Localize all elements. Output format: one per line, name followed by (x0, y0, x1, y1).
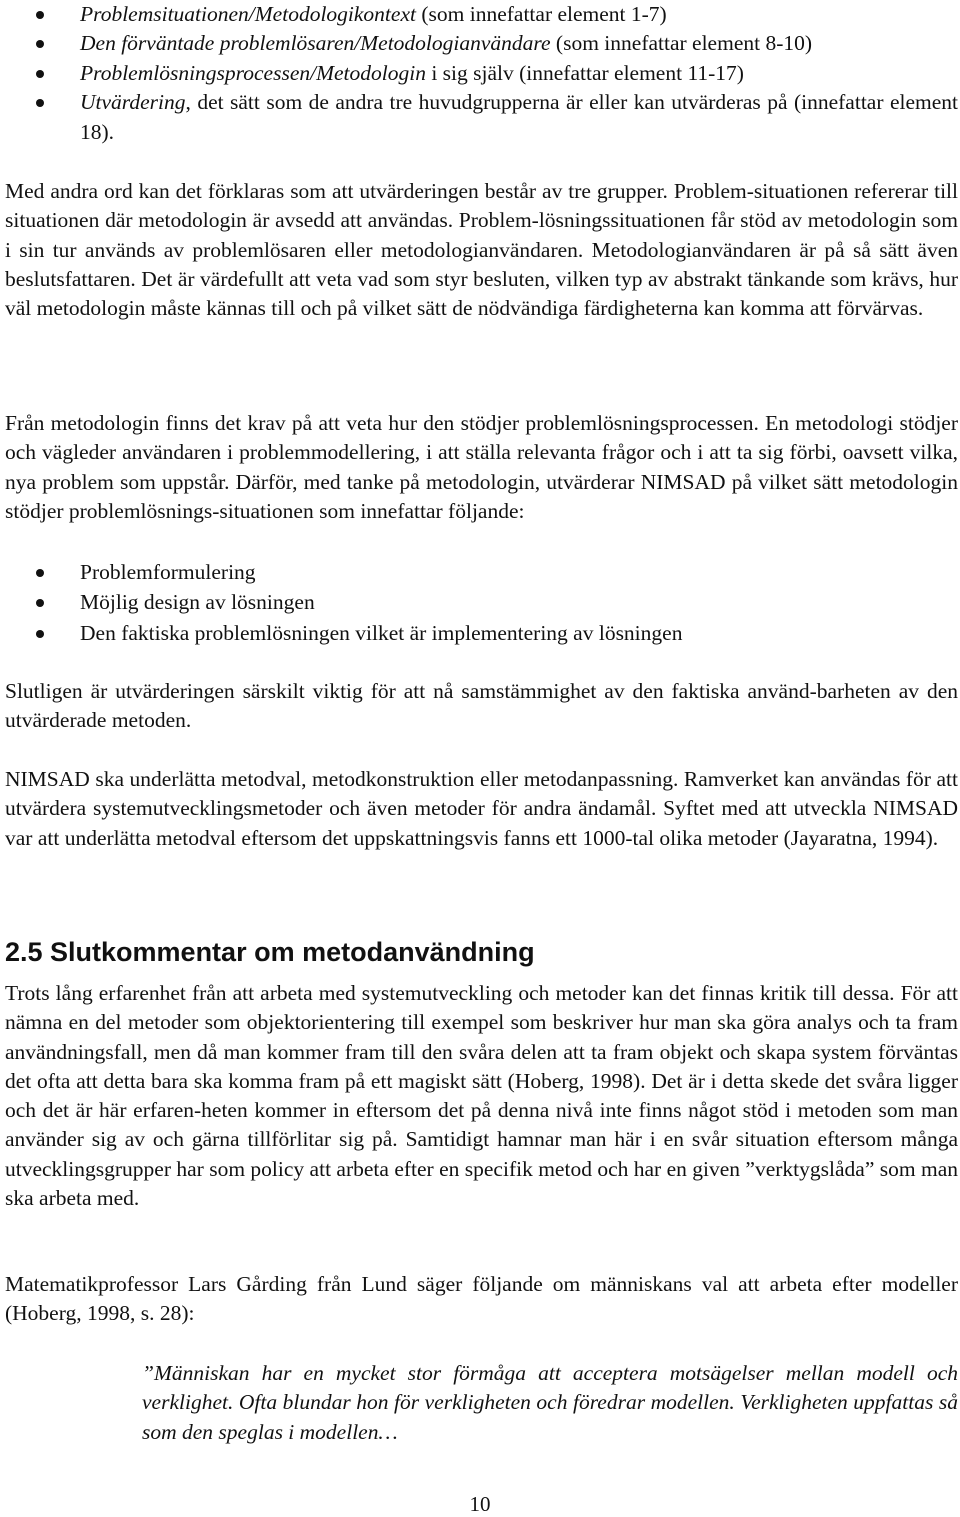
list-item (0, 59, 958, 88)
list-item-emphasis: Problemlösningsprocessen/Metodologin (80, 60, 426, 85)
block-quote: ”Människan har en mycket stor förmåga att acceptera motsägelser mellan modell och verklighet. Ofta blundar hon för verkligheten och föredrar modellen. Verkligheten uppfattas så som den speglas i modellen… (142, 1361, 958, 1444)
paragraph-nimsad: NIMSAD ska underlätta metodval, metodkonstruktion eller metodanpassning. Ramverket kan användas för att utvärdera systemutvecklingsmetoder och även metoder för andra ändamål. Syftet med att utveckla NIMSAD var att underlätta metodval eftersom det uppskattningsvis fanns ett 1000-tal olika metoder (Jayaratna, 1994). (5, 767, 958, 850)
section-heading: 2.5 Slutkommentar om metodanvändning (5, 937, 535, 967)
paragraph-methodology-requirements: Från metodologin finns det krav på att veta hur den stödjer problemlösningsprocessen. En metodologi stödjer och vägleder användaren i problemmodellering, i att ställa relevanta frågor och i att ta sig förbi, oavsett vilka, nya problem som uppstår. Därför, med tanke på metodologin, utvärderar NIMSAD på vilket sätt metodologin stödjer problemlösnings-situationen som innefattar följande: (5, 411, 958, 523)
list-item-text: Möjlig design av lösningen (80, 590, 315, 615)
list-item (0, 588, 958, 617)
list-item-text: , det sätt som de andra tre huvudgrupperna är eller kan utvärderas på (innefattar element 18). (80, 90, 958, 144)
list-item (0, 0, 958, 29)
paragraph-evaluation-groups: Med andra ord kan det förklaras som att utvärderingen består av tre grupper. Problem-situationen refererar till situationen där metodologin är avsedd att användas. Problem-lösningssituationen får stöd av metodologin som i sin tur används av problemlösaren eller metodologianvändaren. Metodologianvändaren är på så sätt även beslutsfattaren. Det är värdefullt att veta vad som styr besluten, vilken typ av abstrakt tänkande som krävs, hur väl metodologin måste kännas till och på vilket sätt de nödvändiga färdigheterna kan komma att förvärvas. (5, 179, 958, 321)
bullet-icon (36, 40, 44, 48)
bullet-icon (36, 569, 44, 577)
list-item (0, 29, 958, 58)
paragraph-garding: Matematikprofessor Lars Gårding från Lund säger följande om människans val att arbeta efter modeller (Hoberg, 1998, s. 28): (5, 1272, 958, 1326)
bullet-icon (36, 599, 44, 607)
list-item-text: i sig själv (innefattar element 11-17) (425, 60, 744, 85)
list-item (0, 619, 958, 648)
list-item (0, 558, 958, 587)
paragraph-usability: Slutligen är utvärderingen särskilt viktig för att nå samstämmighet av den faktiska använd-barheten av den utvärderade metoden. (5, 679, 958, 733)
list-item (0, 88, 958, 147)
bullet-icon (36, 630, 44, 638)
list-item-emphasis: Utvärdering (80, 90, 186, 115)
list-item-text: Problemformulering (80, 560, 256, 584)
problem-solving-list (0, 558, 958, 648)
list-item-text: (som innefattar element 8-10) (550, 31, 813, 56)
bullet-icon (36, 99, 44, 107)
bullet-icon (36, 70, 44, 78)
bullet-icon (36, 11, 44, 19)
page-number: 10 (469, 1492, 491, 1516)
element-group-list (0, 0, 958, 147)
paragraph-criticism: Trots lång erfarenhet från att arbeta med systemutveckling och metoder kan det finnas kritik till dessa. För att nämna en del metoder som objektorientering till exempel som beskriver hur man ska göra analys och ta fram användningsfall, men då man kommer fram till den svåra delen att ta fram objekt och skapa system förväntas det ofta att detta bara ska komma fram på ett magiskt sätt (Hoberg, 1998). Det är i detta skede det svåra ligger och det är här erfaren-heten kommer in eftersom det på denna nivå inte finns något stöd i metoden som man använder sig av och gärna tillförlitar sig på. Samtidigt hamnar man här i en svår situation eftersom många utvecklingsgrupper har som policy att arbeta efter en specifik metod och har en given ”verktygslåda” som man ska arbeta med. (5, 981, 958, 1211)
list-item-text: Den faktiska problemlösningen vilket är implementering av lösningen (80, 620, 683, 645)
list-item-text: (som innefattar element 1-7) (415, 2, 667, 26)
list-item-emphasis: Problemsituationen/Metodologikontext (80, 2, 416, 26)
list-item-emphasis: Den förväntade problemlösaren/Metodologianvändare (80, 31, 551, 56)
